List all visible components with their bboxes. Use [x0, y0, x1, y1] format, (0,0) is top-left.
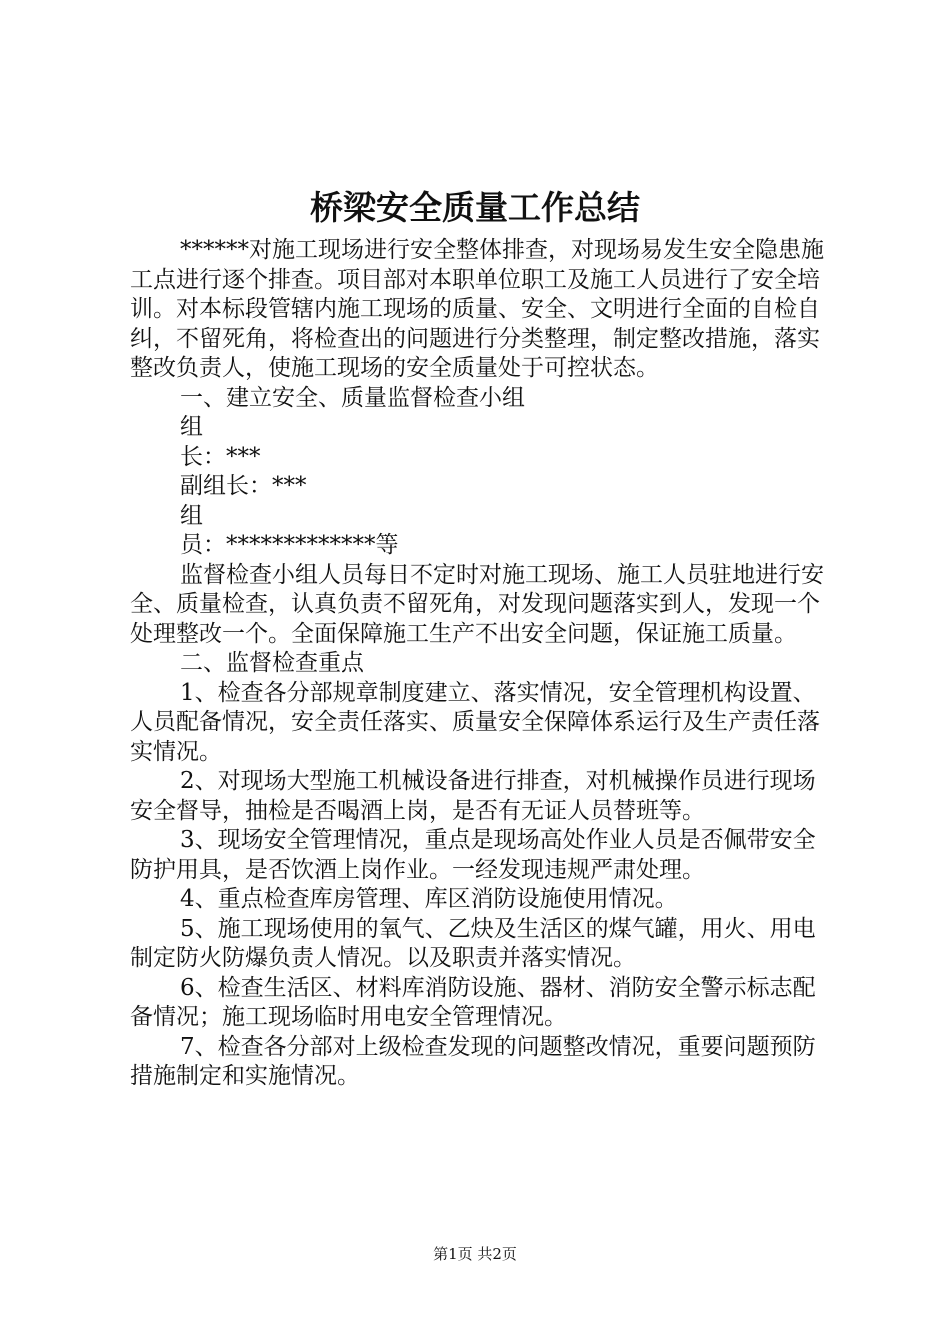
checkpoint-item-2: 2、对现场大型施工机械设备进行排查，对机械操作员进行现场安全督导，抽检是否喝酒上岗，是否有无证人员替班等。 [130, 768, 816, 824]
document-title: 桥梁安全质量工作总结 [310, 188, 640, 227]
checkpoint-item-3: 3、现场安全管理情况，重点是现场高处作业人员是否佩带安全防护用具，是否饮酒上岗作业。一经发现违规严肃处理。 [130, 827, 816, 883]
checkpoint-item-1: 1、检查各分部规章制度建立、落实情况，安全管理机构设置、人员配备情况，安全责任落实、质量安全保障体系运行及生产责任落实情况。 [130, 679, 820, 765]
group-leader-label-part1: 组 [180, 414, 203, 440]
supervision-paragraph: 监督检查小组人员每日不定时对施工现场、施工人员驻地进行安全、质量检查，认真负责不留死角，对发现问题落实到人，发现一个处理整改一个。全面保障施工生产不出安全问题，保证施工质量。 [130, 561, 824, 647]
document-body [130, 236, 830, 1092]
section-heading-1: 一、建立安全、质量监督检查小组 [180, 384, 525, 411]
section-heading-2: 二、监督检查重点 [180, 650, 364, 676]
group-member-label-part2: 员：*************等 [180, 532, 399, 558]
group-member-label-part1: 组 [180, 502, 203, 529]
checkpoint-item-5: 5、施工现场使用的氧气、乙炔及生活区的煤气罐，用火、用电制定防火防爆负责人情况。以及职责并落实情况。 [130, 915, 816, 971]
page-footer: 第1页 共2页 [433, 1245, 517, 1263]
checkpoint-item-6: 6、检查生活区、材料库消防设施、器材、消防安全警示标志配备情况；施工现场临时用电安全管理情况。 [130, 974, 816, 1030]
deputy-leader-line: 副组长：*** [180, 473, 307, 499]
intro-paragraph: ******对施工现场进行安全整体排查，对现场易发生安全隐患施工点进行逐个排查。项目部对本职单位职工及施工人员进行了安全培训。对本标段管辖内施工现场的质量、安全、文明进行全面的自检自纠，不留死角，将检查出的问题进行分类整理，制定整改措施，落实整改负责人，使施工现场的安全质量处于可控状态。 [130, 237, 824, 381]
group-leader-label-part2: 长：*** [180, 443, 261, 470]
checkpoint-item-7: 7、检查各分部对上级检查发现的问题整改情况，重要问题预防措施制定和实施情况。 [130, 1033, 816, 1089]
checkpoint-item-4: 4、重点检查库房管理、库区消防设施使用情况。 [180, 886, 678, 912]
